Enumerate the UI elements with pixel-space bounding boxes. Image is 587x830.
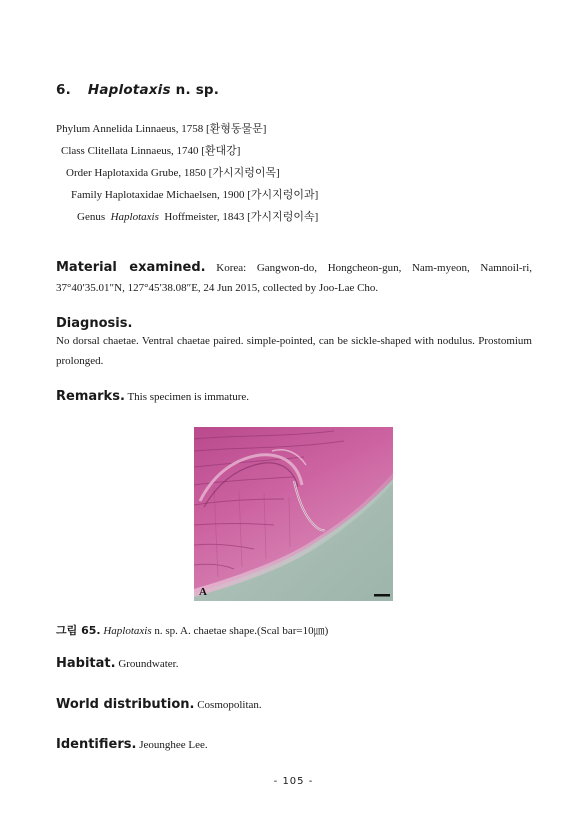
micrograph-image — [194, 427, 393, 601]
scale-bar — [374, 594, 390, 597]
remarks-section — [56, 387, 532, 407]
taxon-genus-name: Haplotaxis — [110, 211, 159, 223]
species-suffix: n. sp. — [175, 82, 220, 98]
diagnosis-text: No dorsal chaetae. Ventral chaetae paired. simple-pointed, can be sickle-shaped with nodulus. Prostomium prolonged. — [56, 335, 532, 367]
diagnosis-section — [56, 316, 532, 371]
species-number: 6. — [56, 82, 71, 98]
distribution-text: Cosmopolitan. — [197, 699, 262, 711]
material-text: Korea: Gangwon-do, Hongcheon-gun, Nam-myeon, Namnoil-ri, 37°40′35.01″N, 127°45′38.08″E, 24 Jun 2015, collected by Joo-Lae Cho. — [56, 262, 533, 294]
taxon-genus-rank: Genus — [77, 211, 106, 223]
taxon-phylum: Phylum Annelida Linnaeus, 1758 [환형동물문] — [56, 123, 267, 135]
identifiers-heading: Identifiers. — [56, 737, 137, 752]
species-title — [56, 82, 219, 98]
identifiers-section — [56, 735, 532, 755]
panel-label: A — [199, 586, 207, 598]
page-number: - 105 - — [273, 776, 314, 787]
chaetae-micrograph — [194, 427, 393, 601]
habitat-text: Groundwater. — [118, 658, 179, 670]
figure-caption — [56, 622, 328, 638]
taxon-order: Order Haplotaxida Grube, 1850 [가시지렁이목] — [66, 167, 280, 179]
material-section — [56, 258, 532, 298]
taxon-genus-authority: Hoffmeister, 1843 [가시지렁이속] — [164, 211, 319, 223]
habitat-heading: Habitat. — [56, 656, 116, 671]
material-heading: Material examined. — [56, 260, 206, 275]
species-genus: Haplotaxis — [87, 82, 171, 98]
taxon-family: Family Haplotaxidae Michaelsen, 1900 [가시지렁이과] — [71, 189, 319, 201]
figure-caption-text: n. sp. A. chaetae shape.(Scal bar=10㎛) — [154, 625, 329, 637]
distribution-section — [56, 695, 532, 715]
remarks-heading: Remarks. — [56, 389, 125, 404]
habitat-section — [56, 654, 532, 674]
identifiers-text: Jeounghee Lee. — [139, 739, 208, 751]
figure-caption-genus: Haplotaxis — [103, 625, 152, 637]
remarks-text: This specimen is immature. — [127, 391, 250, 403]
taxon-class: Class Clitellata Linnaeus, 1740 [환대강] — [61, 145, 241, 157]
diagnosis-heading: Diagnosis. — [56, 316, 133, 331]
figure-caption-label: 그림 65. — [56, 624, 101, 637]
taxon-genus — [77, 211, 318, 224]
distribution-heading: World distribution. — [56, 697, 195, 712]
